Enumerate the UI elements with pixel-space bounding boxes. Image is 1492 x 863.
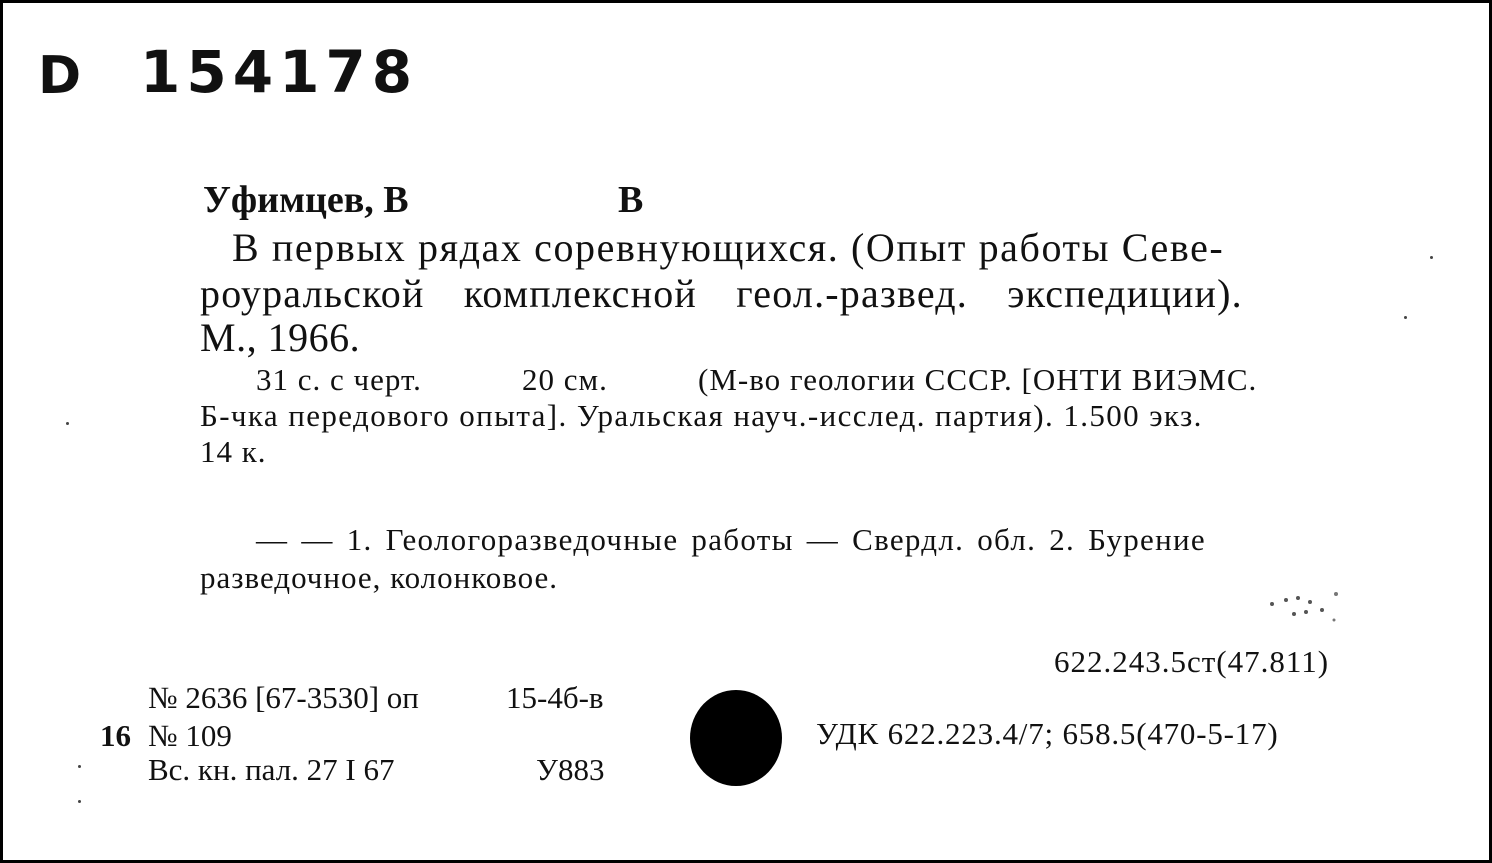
punch-hole	[690, 690, 782, 786]
registry-chamber: Вс. кн. пал. 27 I 67	[148, 752, 395, 787]
registry-side-number: 16	[100, 718, 131, 753]
author-initial: В	[618, 179, 644, 221]
description-price: 14 к.	[200, 434, 267, 469]
handwritten-number: 154178	[140, 38, 419, 106]
registry-item-number: № 109	[148, 718, 232, 753]
registry-number: № 2636 [67-3530] оп	[148, 680, 419, 715]
description-pages: 31 с. с черт.	[256, 362, 422, 397]
title-line-1: В первых рядах соревнующихся. (Опыт работы Севе-	[232, 225, 1225, 270]
subjects-line-2: разведочное, колонковое.	[200, 560, 559, 595]
faint-stamp-mark	[1266, 590, 1346, 630]
registry-code: 15-4б-в	[506, 680, 604, 715]
description-line-2: Б-чка передового опыта]. Уральская науч.-исслед. партия). 1.500 экз.	[200, 398, 1203, 433]
classification-code: 622.243.5ст(47.811)	[1054, 644, 1330, 679]
title-line-3: М., 1966.	[200, 315, 361, 360]
speck-mark	[66, 422, 69, 425]
speck-mark	[78, 765, 81, 768]
speck-mark	[1404, 316, 1407, 319]
udk-code: УДК 622.223.4/7; 658.5(470-5-17)	[816, 716, 1279, 751]
description-series: (М-во геологии СССР. [ОНТИ ВИЭМС.	[698, 362, 1258, 397]
registry-author-mark: У883	[536, 752, 605, 787]
handwritten-letter: D	[38, 46, 82, 106]
speck-mark	[78, 800, 81, 803]
title-line-2: роуральской комплексной геол.-развед. экспедиции).	[200, 271, 1243, 316]
author-surname: Уфимцев, В	[203, 179, 409, 221]
subjects-line-1: — — 1. Геологоразведочные работы — Свердл. обл. 2. Бурение	[256, 522, 1206, 557]
speck-mark	[1430, 256, 1433, 259]
description-size: 20 см.	[522, 362, 608, 397]
